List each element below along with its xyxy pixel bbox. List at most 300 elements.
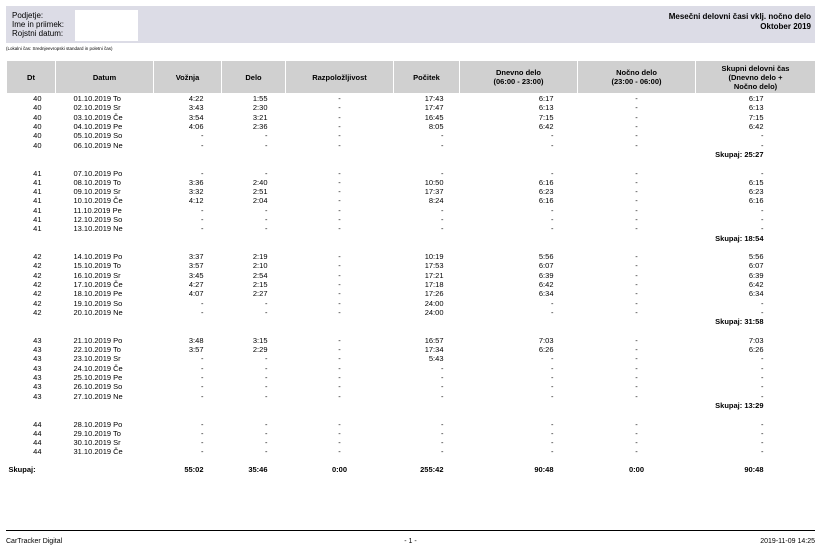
table-cell: - <box>201 447 204 457</box>
table-cell: 29.10.2019 To <box>73 428 121 438</box>
table-cell: - <box>338 428 341 438</box>
table-cell: - <box>338 177 341 187</box>
table-cell: - <box>761 205 764 215</box>
table-cell: - <box>441 373 444 383</box>
table-cell: 09.10.2019 Sr <box>73 187 121 197</box>
table-cell: 3:45 <box>188 270 204 280</box>
table-cell: - <box>551 373 554 383</box>
spacer-cell <box>7 159 816 168</box>
table-cell: 16:45 <box>424 112 444 122</box>
table-cell: - <box>265 168 268 178</box>
table-cell: 41 <box>33 177 42 187</box>
table-cell: - <box>338 373 341 383</box>
footer-app-name: CarTracker Digital <box>6 538 63 545</box>
table-cell: 41 <box>33 187 42 197</box>
table-cell: 26.10.2019 So <box>73 382 123 392</box>
table-row <box>7 196 816 205</box>
table-cell: - <box>761 224 764 234</box>
column-header: Skupni delovni čas (Dnevno delo + Nočno delo) <box>696 61 816 94</box>
table-cell: 04.10.2019 Pe <box>73 122 123 132</box>
table-cell: 44 <box>33 419 42 429</box>
table-cell: 42 <box>33 307 42 317</box>
worktime-table <box>6 60 816 483</box>
column-header: Vožnja <box>154 61 222 94</box>
table-cell: 4:07 <box>188 289 204 299</box>
table-cell: 6:15 <box>748 177 764 187</box>
spacer-row <box>7 410 816 419</box>
table-cell: 2:15 <box>252 280 268 290</box>
table-cell: 2:29 <box>252 345 268 355</box>
table-cell: - <box>338 298 341 308</box>
table-cell: 21.10.2019 Po <box>73 335 123 345</box>
table-cell: 44 <box>33 438 42 448</box>
table-cell: 4:22 <box>188 94 204 104</box>
table-cell: - <box>635 438 638 448</box>
spacer-row <box>7 326 816 335</box>
table-cell: 22.10.2019 To <box>73 345 121 355</box>
table-cell: - <box>201 391 204 401</box>
table-cell: - <box>635 131 638 141</box>
table-cell: 6:34 <box>748 289 764 299</box>
table-cell: - <box>551 298 554 308</box>
table-cell: - <box>551 419 554 429</box>
table-cell: 6:42 <box>538 280 554 290</box>
table-cell: 10.10.2019 Če <box>73 196 123 206</box>
table-row <box>7 308 816 317</box>
table-cell: - <box>201 140 204 150</box>
name-label: Ime in priimek: <box>12 20 65 29</box>
table-cell: 17:26 <box>424 289 444 299</box>
table-cell: 7:15 <box>748 112 764 122</box>
table-cell: - <box>635 94 638 104</box>
grand-total-value: 35:46 <box>248 465 268 475</box>
table-cell: 3:37 <box>188 252 204 262</box>
table-row <box>7 438 816 447</box>
table-cell: - <box>761 215 764 224</box>
table-cell: 18.10.2019 Pe <box>73 289 123 299</box>
week-subtotal: Skupaj: 31:58 <box>715 317 764 327</box>
table-cell: - <box>441 438 444 448</box>
table-cell: - <box>441 224 444 234</box>
table-row <box>7 336 816 345</box>
table-cell: - <box>338 187 341 197</box>
table-cell: - <box>441 205 444 215</box>
table-row <box>7 224 816 233</box>
table-cell: 2:36 <box>252 122 268 132</box>
table-row <box>7 392 816 401</box>
table-cell: - <box>265 298 268 308</box>
page-footer <box>6 530 815 543</box>
table-cell: - <box>551 363 554 373</box>
table-cell: 40 <box>33 131 42 141</box>
table-cell: - <box>201 428 204 438</box>
table-cell: - <box>201 363 204 373</box>
table-cell: - <box>441 391 444 401</box>
table-cell: - <box>635 261 638 271</box>
week-subtotal: Skupaj: 13:29 <box>715 400 764 410</box>
table-cell: - <box>761 354 764 364</box>
table-cell: - <box>635 252 638 262</box>
table-cell: - <box>761 438 764 448</box>
table-cell: 6:16 <box>538 196 554 206</box>
table-cell: - <box>441 447 444 457</box>
table-cell: - <box>635 224 638 234</box>
column-header: Dt <box>7 61 56 94</box>
table-cell: 41 <box>33 215 42 224</box>
table-cell: 17.10.2019 Če <box>73 280 123 290</box>
table-row <box>7 122 816 131</box>
report-title: Mesečni delovni časi vklj. nočno delo <box>668 12 811 21</box>
table-cell: - <box>201 298 204 308</box>
table-row <box>7 373 816 382</box>
table-cell: - <box>635 196 638 206</box>
table-cell: 6:16 <box>538 177 554 187</box>
table-cell: 2:40 <box>252 177 268 187</box>
table-cell: 3:57 <box>188 261 204 271</box>
table-cell: - <box>761 363 764 373</box>
week-subtotal-row <box>7 401 816 410</box>
table-cell: - <box>635 112 638 122</box>
table-cell: - <box>761 419 764 429</box>
birthdate-label: Rojstni datum: <box>12 29 64 38</box>
table-cell: - <box>551 391 554 401</box>
table-cell: - <box>635 205 638 215</box>
table-row <box>7 271 816 280</box>
table-cell: - <box>761 447 764 457</box>
table-cell: 41 <box>33 205 42 215</box>
table-cell: - <box>201 438 204 448</box>
table-row <box>7 261 816 270</box>
table-cell: 16:57 <box>424 335 444 345</box>
table-row <box>7 140 816 149</box>
table-row <box>7 187 816 196</box>
table-cell: - <box>635 428 638 438</box>
table-row <box>7 94 816 104</box>
table-cell: 27.10.2019 Ne <box>73 391 123 401</box>
table-cell: 2:54 <box>252 270 268 280</box>
table-cell: 6:39 <box>748 270 764 280</box>
table-cell: 7:15 <box>538 112 554 122</box>
table-cell: - <box>265 438 268 448</box>
spacer-row <box>7 243 816 252</box>
table-cell: - <box>338 270 341 280</box>
table-cell: - <box>635 335 638 345</box>
table-cell: - <box>338 354 341 364</box>
table-cell: 2:27 <box>252 289 268 299</box>
table-cell: - <box>265 224 268 234</box>
table-cell: - <box>551 205 554 215</box>
grand-total-value: 255:42 <box>420 465 444 475</box>
table-cell: - <box>201 307 204 317</box>
table-cell: 42 <box>33 261 42 271</box>
table-cell: - <box>761 382 764 392</box>
table-body <box>7 94 816 483</box>
table-row <box>7 419 816 428</box>
table-cell: - <box>635 140 638 150</box>
table-cell: 3:21 <box>252 112 268 122</box>
table-row <box>7 447 816 456</box>
table-row <box>7 429 816 438</box>
table-cell: - <box>201 168 204 178</box>
table-cell: - <box>265 131 268 141</box>
report-header <box>6 6 815 43</box>
table-cell: - <box>338 122 341 132</box>
table-row <box>7 178 816 187</box>
table-cell: 3:43 <box>188 103 204 113</box>
table-cell: - <box>201 131 204 141</box>
table-cell: - <box>551 224 554 234</box>
table-cell: - <box>551 428 554 438</box>
table-cell: 01.10.2019 To <box>73 94 121 104</box>
table-cell: 30.10.2019 Sr <box>73 438 121 448</box>
table-cell: 6:34 <box>538 289 554 299</box>
table-cell: 6:13 <box>748 103 764 113</box>
table-cell: 6:42 <box>748 122 764 132</box>
table-cell: 43 <box>33 382 42 392</box>
table-cell: 40 <box>33 140 42 150</box>
table-cell: 41 <box>33 196 42 206</box>
table-row <box>7 215 816 224</box>
spacer-cell <box>7 243 816 252</box>
table-cell: - <box>265 419 268 429</box>
table-cell: 11.10.2019 Pe <box>73 205 122 215</box>
table-cell: 24:00 <box>424 298 444 308</box>
table-cell: 13.10.2019 Ne <box>73 224 123 234</box>
table-cell: - <box>635 373 638 383</box>
table-cell: - <box>338 335 341 345</box>
table-cell: - <box>441 363 444 373</box>
identity-labels <box>12 11 64 38</box>
table-cell: 02.10.2019 Sr <box>73 103 121 113</box>
table-cell: - <box>265 140 268 150</box>
table-cell: - <box>551 131 554 141</box>
table-cell: 20.10.2019 Ne <box>73 307 123 317</box>
table-cell: - <box>635 298 638 308</box>
table-cell: 31.10.2019 Če <box>73 447 123 457</box>
table-cell: - <box>441 215 444 224</box>
table-cell: - <box>761 428 764 438</box>
table-row <box>7 252 816 261</box>
table-cell: 10:50 <box>424 177 444 187</box>
table-cell: - <box>635 215 638 224</box>
table-row <box>7 206 816 215</box>
table-cell: 6:23 <box>748 187 764 197</box>
table-cell: 43 <box>33 373 42 383</box>
table-cell: - <box>338 382 341 392</box>
table-cell: 41 <box>33 168 42 178</box>
table-cell: - <box>441 131 444 141</box>
spacer-row <box>7 159 816 168</box>
table-cell: 4:27 <box>188 280 204 290</box>
spacer-cell <box>7 410 816 419</box>
table-cell: - <box>551 382 554 392</box>
table-cell: 2:51 <box>252 187 268 197</box>
table-cell: 17:34 <box>424 345 444 355</box>
week-subtotal-row <box>7 150 816 159</box>
table-cell: - <box>201 224 204 234</box>
table-cell: 43 <box>33 335 42 345</box>
table-row <box>7 289 816 298</box>
table-cell: - <box>265 447 268 457</box>
table-row <box>7 131 816 140</box>
table-cell: 17:43 <box>424 94 444 104</box>
table-cell: 17:53 <box>424 261 444 271</box>
table-cell: - <box>635 354 638 364</box>
table-cell: - <box>338 252 341 262</box>
table-cell: - <box>338 112 341 122</box>
table-cell: 17:37 <box>424 187 444 197</box>
table-cell: 4:12 <box>188 196 204 206</box>
table-cell: - <box>551 140 554 150</box>
table-cell: - <box>338 205 341 215</box>
table-cell: 44 <box>33 428 42 438</box>
table-cell: - <box>201 215 204 224</box>
table-cell: - <box>265 373 268 383</box>
table-cell: 42 <box>33 289 42 299</box>
table-cell: 24:00 <box>424 307 444 317</box>
table-cell: - <box>635 289 638 299</box>
table-cell: - <box>265 205 268 215</box>
table-cell: - <box>635 307 638 317</box>
table-row <box>7 299 816 308</box>
table-cell: 12.10.2019 So <box>73 215 123 224</box>
table-cell: - <box>635 122 638 132</box>
table-row <box>7 168 816 177</box>
grand-total-value: 0:00 <box>331 465 347 475</box>
table-cell: - <box>265 382 268 392</box>
table-cell: 6:07 <box>538 261 554 271</box>
table-cell: 17:21 <box>424 270 444 280</box>
table-cell: 3:57 <box>188 345 204 355</box>
table-cell: - <box>338 280 341 290</box>
table-cell: - <box>761 131 764 141</box>
table-cell: - <box>338 224 341 234</box>
column-header: Delo <box>222 61 286 94</box>
table-cell: - <box>635 447 638 457</box>
table-cell: - <box>338 307 341 317</box>
table-cell: 08.10.2019 To <box>73 177 121 187</box>
grand-total-label: Skupaj: <box>8 465 36 475</box>
grand-total-value: 90:48 <box>744 465 764 475</box>
table-cell: - <box>265 391 268 401</box>
table-cell: - <box>761 168 764 178</box>
footer-page-number: - 1 - <box>404 538 417 545</box>
table-cell: 4:06 <box>188 122 204 132</box>
week-subtotal-row <box>7 317 816 326</box>
table-cell: - <box>441 140 444 150</box>
table-row <box>7 364 816 373</box>
table-cell: - <box>761 298 764 308</box>
table-cell: - <box>551 438 554 448</box>
table-cell: - <box>761 373 764 383</box>
table-cell: - <box>761 307 764 317</box>
table-cell: 8:24 <box>428 196 444 206</box>
table-cell: - <box>338 94 341 104</box>
table-cell: 41 <box>33 224 42 234</box>
table-cell: - <box>761 140 764 150</box>
grand-total-row <box>7 457 816 483</box>
table-cell: 06.10.2019 Ne <box>73 140 123 150</box>
table-cell: - <box>265 215 268 224</box>
table-cell: - <box>551 168 554 178</box>
table-cell: 6:16 <box>748 196 764 206</box>
table-cell: 03.10.2019 Če <box>73 112 123 122</box>
table-cell: 6:42 <box>748 280 764 290</box>
week-subtotal: Skupaj: 25:27 <box>715 149 764 159</box>
spacer-cell <box>7 326 816 335</box>
table-cell: - <box>441 419 444 429</box>
table-row <box>7 113 816 122</box>
report-title-block <box>669 12 811 32</box>
table-cell: 10:19 <box>424 252 444 262</box>
table-cell: - <box>265 307 268 317</box>
table-cell: 17:47 <box>424 103 444 113</box>
table-cell: - <box>551 215 554 224</box>
column-header: Nočno delo (23:00 - 06:00) <box>578 61 696 94</box>
table-cell: 19.10.2019 So <box>73 298 123 308</box>
table-cell: - <box>201 205 204 215</box>
table-cell: 42 <box>33 298 42 308</box>
table-cell: - <box>338 261 341 271</box>
table-cell: - <box>441 428 444 438</box>
column-header: Počitek <box>394 61 460 94</box>
table-cell: 7:03 <box>748 335 764 345</box>
footer-timestamp: 2019-11-09 14:25 <box>760 538 815 545</box>
table-cell: - <box>635 280 638 290</box>
table-cell: - <box>635 103 638 113</box>
table-row <box>7 354 816 363</box>
table-header-row <box>7 61 816 94</box>
report-period: Oktober 2019 <box>760 22 811 31</box>
grand-total-value: 0:00 <box>628 465 644 475</box>
table-cell: 40 <box>33 122 42 132</box>
table-cell: - <box>338 363 341 373</box>
table-cell: 25.10.2019 Pe <box>73 373 123 383</box>
table-cell: - <box>635 187 638 197</box>
table-cell: - <box>761 391 764 401</box>
column-header: Datum <box>56 61 154 94</box>
column-header: Dnevno delo (06:00 - 23:00) <box>460 61 578 94</box>
table-cell: - <box>338 215 341 224</box>
table-cell: - <box>265 428 268 438</box>
table-cell: 15.10.2019 To <box>73 261 121 271</box>
table-cell: 3:54 <box>188 112 204 122</box>
table-cell: 05.10.2019 So <box>73 131 123 141</box>
table-cell: 17:18 <box>424 280 444 290</box>
table-row <box>7 280 816 289</box>
week-subtotal-row <box>7 233 816 242</box>
table-cell: 6:17 <box>538 94 554 104</box>
table-cell: 3:48 <box>188 335 204 345</box>
table-cell: 28.10.2019 Po <box>73 419 123 429</box>
table-cell: 43 <box>33 363 42 373</box>
table-cell: - <box>635 363 638 373</box>
table-cell: 43 <box>33 391 42 401</box>
table-cell: - <box>635 419 638 429</box>
table-cell: - <box>265 354 268 364</box>
table-row <box>7 345 816 354</box>
table-cell: - <box>441 168 444 178</box>
table-cell: 16.10.2019 Sr <box>73 270 121 280</box>
table-cell: 40 <box>33 112 42 122</box>
grand-total-value: 55:02 <box>184 465 204 475</box>
table-cell: - <box>338 168 341 178</box>
table-cell: - <box>338 391 341 401</box>
table-row <box>7 382 816 391</box>
table-cell: 23.10.2019 Sr <box>73 354 121 364</box>
table-cell: 6:26 <box>538 345 554 355</box>
table-cell: 6:42 <box>538 122 554 132</box>
